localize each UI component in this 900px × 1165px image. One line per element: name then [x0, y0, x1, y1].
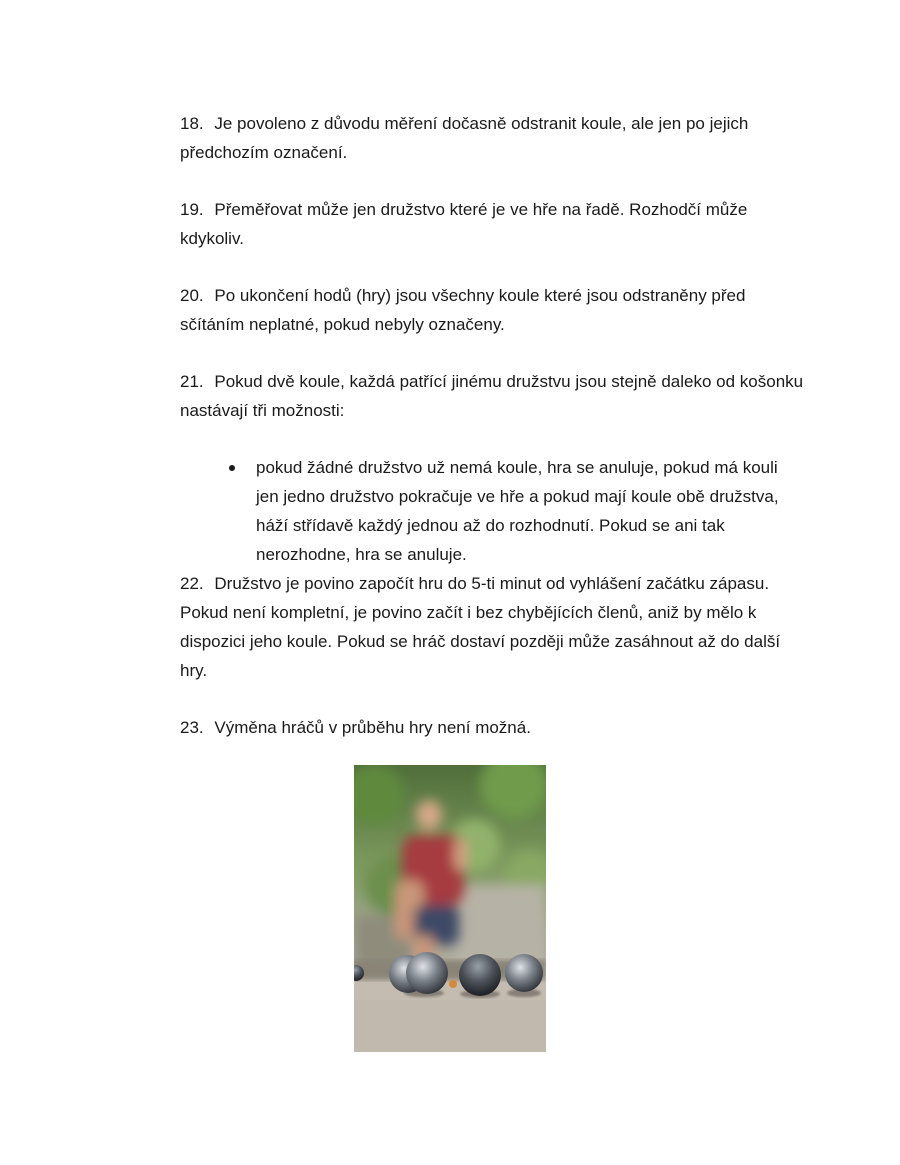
- rule-number: 21.: [180, 372, 204, 391]
- rule-text: Přeměřovat může jen družstvo které je ve hře na řadě. Rozhodčí může kdykoliv.: [180, 200, 748, 248]
- rule-number: 23.: [180, 718, 204, 737]
- rule-number: 18.: [180, 114, 204, 133]
- bullet-icon: [229, 465, 235, 471]
- list-item: [256, 453, 796, 569]
- rule-number: 20.: [180, 286, 204, 305]
- petanque-photo: [354, 765, 546, 1052]
- rule-text: Je povoleno z důvodu měření dočasně odstranit koule, ale jen po jejich předchozím označení.: [180, 114, 749, 162]
- rule-23: [180, 713, 810, 742]
- rule-21: [180, 367, 810, 425]
- rule-text: Výměna hráčů v průběhu hry není možná.: [214, 718, 531, 737]
- rule-text: Pokud dvě koule, každá patřící jinému družstvu jsou stejně daleko od košonku nastávají tři možnosti:: [180, 372, 804, 420]
- rule-number: 22.: [180, 574, 204, 593]
- rules-text: [180, 109, 810, 770]
- rule-number: 19.: [180, 200, 204, 219]
- rule-text: Po ukončení hodů (hry) jsou všechny koule které jsou odstraněny před sčítáním neplatné, pokud nebyly označeny.: [180, 286, 746, 334]
- rule-21-options: [180, 453, 810, 569]
- petanque-photo-icon: [354, 765, 546, 1052]
- rule-20: [180, 281, 810, 339]
- rule-text: Družstvo je povino započít hru do 5-ti minut od vyhlášení začátku zápasu. Pokud není kompletní, je povino začít i bez chybějících členů, aniž by mělo k dispozici jeho koule. Pokud se hráč dostaví později může zasáhnout až do další hry.: [180, 574, 781, 680]
- rule-22: [180, 569, 810, 685]
- bullet-text: pokud žádné družstvo už nemá koule, hra se anuluje, pokud má kouli jen jedno družstvo pokračuje ve hře a pokud mají koule obě družstva, háží střídavě každý jednou až do rozhodnutí. Pokud se ani tak nerozhodne, hra se anuluje.: [256, 458, 779, 564]
- rule-18: [180, 109, 810, 167]
- rule-19: [180, 195, 810, 253]
